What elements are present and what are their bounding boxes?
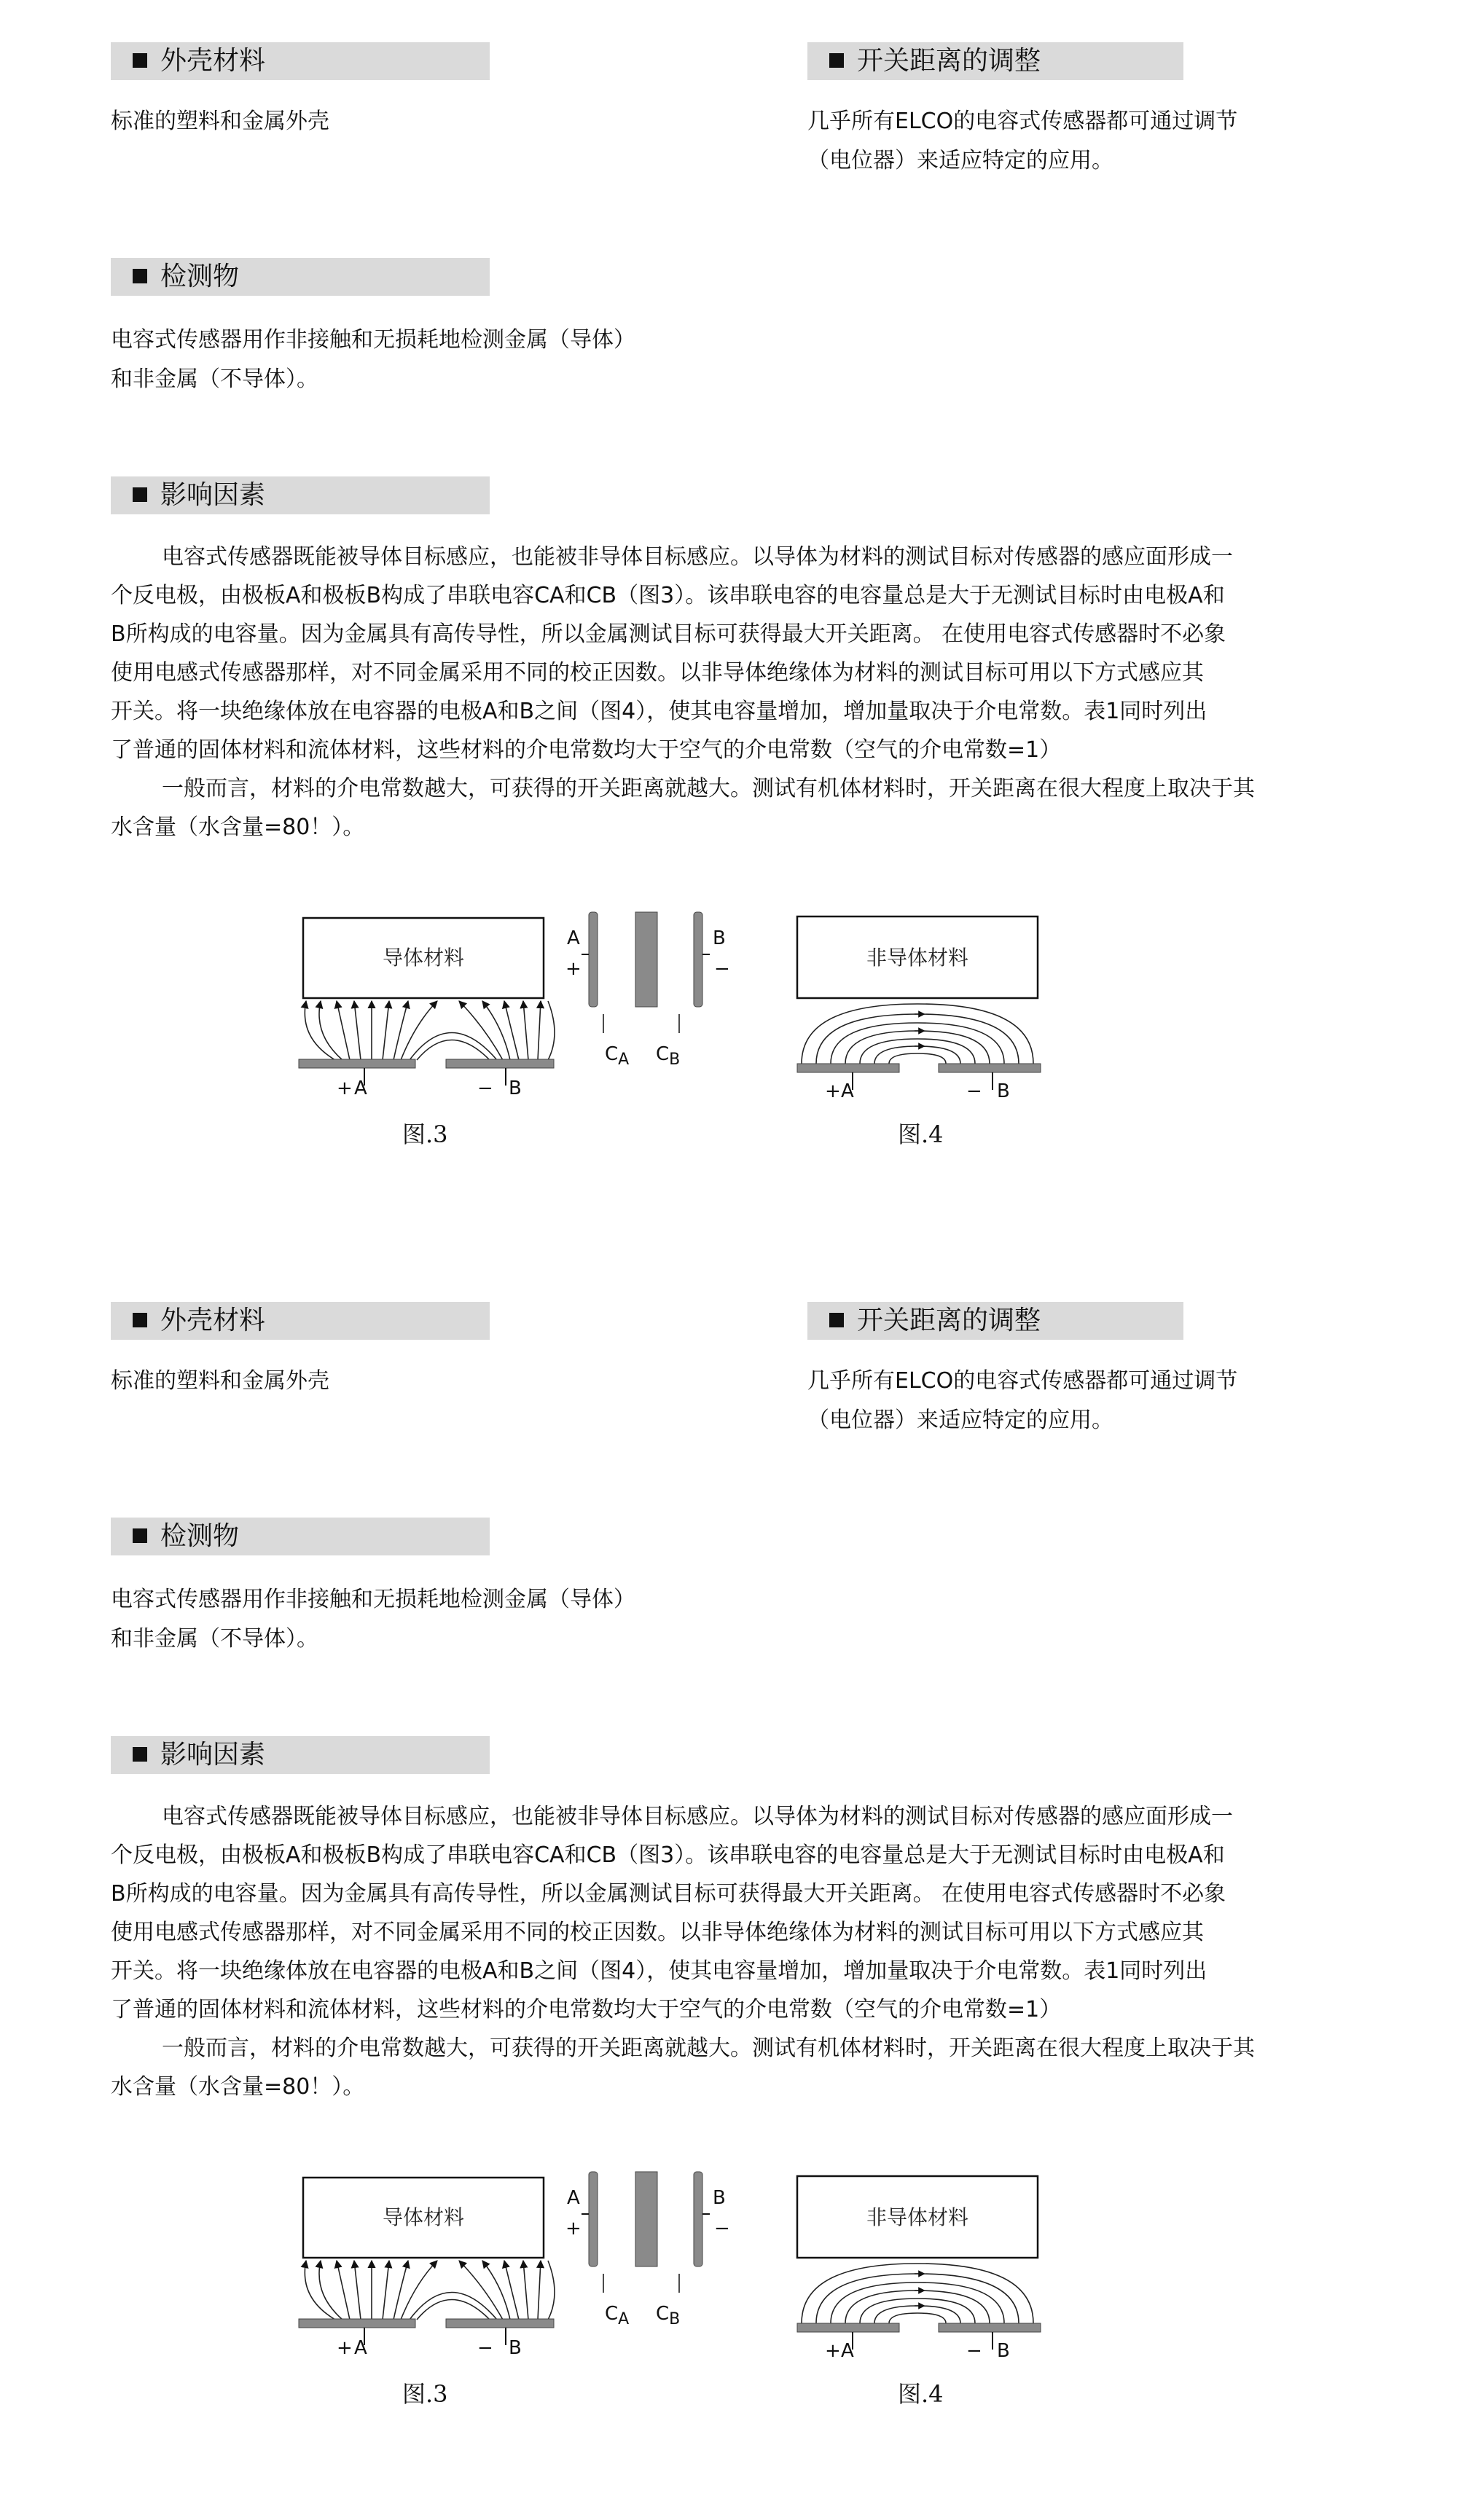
- svg-text:+: +: [825, 2340, 841, 2361]
- capacitor-plate-b: [694, 912, 702, 1007]
- square-bullet-icon: [133, 1747, 147, 1762]
- capacitor-plate-a: [589, 2172, 598, 2266]
- electrode-a-plate: [299, 1059, 415, 1068]
- target-text: 电容式传感器用作非接触和无损耗地检测金属（导体） 和非金属（不导体）。: [111, 327, 635, 392]
- figure-3-caption: 图.3: [402, 2380, 448, 2408]
- svg-text:+: +: [565, 2218, 582, 2240]
- cb-label: $C_B$: [656, 2303, 681, 2328]
- nonconductor-label: 非导体材料: [866, 946, 969, 970]
- adjust-text: 几乎所有ELCO的电容式传感器都可通过调节 （电位器）来适应特定的应用。: [807, 1368, 1238, 1433]
- section-header-adjust: 开关距离的调整: [807, 42, 1183, 80]
- ca-label: $C_A$: [605, 1043, 630, 1069]
- section-header-housing: 外壳材料: [111, 42, 490, 80]
- svg-text:B: B: [509, 2337, 522, 2359]
- square-bullet-icon: [133, 1313, 147, 1327]
- housing-text: 标准的塑料和金属外壳: [111, 1368, 329, 1394]
- cb-label: $C_B$: [656, 1043, 681, 1069]
- section-header-adjust: 开关距离的调整: [807, 1302, 1183, 1340]
- capacitor-plate-b: [694, 2172, 702, 2266]
- svg-text:−: −: [966, 2340, 982, 2361]
- square-bullet-icon: [133, 53, 147, 68]
- svg-text:B: B: [713, 2187, 726, 2209]
- content-block: [0, 1260, 1472, 2520]
- svg-text:+: +: [337, 1078, 353, 1099]
- section-header-factors: 影响因素: [111, 476, 490, 514]
- svg-text:B: B: [997, 1080, 1010, 1102]
- electrode-b-plate: [446, 1059, 554, 1068]
- svg-text:+: +: [337, 2337, 353, 2359]
- conductor-label: 导体材料: [382, 946, 465, 970]
- figure-3-caption: 图.3: [402, 1120, 448, 1148]
- svg-text:−: −: [477, 2337, 493, 2359]
- figure-4-caption: 图.4: [898, 2380, 944, 2408]
- svg-text:B: B: [997, 2340, 1010, 2361]
- section-header-housing: 外壳材料: [111, 1302, 490, 1340]
- svg-text:A: A: [354, 1078, 367, 1099]
- figure-3-diagram: [291, 903, 772, 1107]
- svg-text:B: B: [509, 1078, 522, 1099]
- svg-text:A: A: [841, 1080, 854, 1102]
- electrode-a-plate: [797, 1064, 899, 1072]
- svg-text:A: A: [567, 927, 580, 949]
- electrode-a-plate: [299, 2319, 415, 2328]
- conductor-label: 导体材料: [382, 2205, 465, 2229]
- figure-4-caption: 图.4: [898, 1120, 944, 1148]
- field-lines: [305, 2261, 555, 2320]
- section-header-target: 检测物: [111, 258, 490, 296]
- capacitor-dielectric: [635, 2172, 657, 2266]
- ca-label: $C_A$: [605, 2303, 630, 2328]
- svg-text:+: +: [565, 958, 582, 980]
- square-bullet-icon: [133, 1528, 147, 1543]
- adjust-text: 几乎所有ELCO的电容式传感器都可通过调节 （电位器）来适应特定的应用。: [807, 109, 1238, 173]
- svg-text:+: +: [825, 1080, 841, 1102]
- electrode-b-plate: [939, 1064, 1041, 1072]
- section-header-factors: 影响因素: [111, 1736, 490, 1774]
- svg-text:A: A: [841, 2340, 854, 2361]
- capacitor-dielectric: [635, 912, 657, 1007]
- field-arcs: [802, 1004, 1033, 1064]
- housing-text: 标准的塑料和金属外壳: [111, 109, 329, 134]
- svg-text:−: −: [714, 958, 730, 980]
- figure-3-diagram: [291, 2163, 772, 2367]
- square-bullet-icon: [829, 53, 844, 68]
- section-header-target: 检测物: [111, 1518, 490, 1555]
- electrode-b-plate: [939, 2323, 1041, 2332]
- figure-4-diagram: [787, 912, 1049, 1102]
- target-text: 电容式传感器用作非接触和无损耗地检测金属（导体） 和非金属（不导体）。: [111, 1587, 635, 1652]
- nonconductor-label: 非导体材料: [866, 2205, 969, 2229]
- capacitor-plate-a: [589, 912, 598, 1007]
- svg-text:−: −: [714, 2218, 730, 2240]
- square-bullet-icon: [133, 487, 147, 502]
- svg-text:A: A: [354, 2337, 367, 2359]
- svg-text:−: −: [477, 1078, 493, 1099]
- field-arcs: [802, 2264, 1033, 2323]
- square-bullet-icon: [829, 1313, 844, 1327]
- svg-text:B: B: [713, 927, 726, 949]
- svg-text:−: −: [966, 1080, 982, 1102]
- electrode-a-plate: [797, 2323, 899, 2332]
- factors-paragraph: 电容式传感器既能被导体目标感应，也能被非导体目标感应。以导体为材料的测试目标对传感器的感应面形成一 个反电极，由极板A和极板B构成了串联电容CA和CB（图3）。该串联电容的电容量总是大于无测试目标时由电极A和 B所构成的电容量。因为金属具有高传导性，所以金属测试目标可获得最大开关距离。 在使用电容式传感器时不必象 使用电感式传感器那样，对不同金属采用不同的校正因数。以非导体绝缘体为材料的测试目标可用以下方式感应其 开关。将一块绝缘体放在电容器的电极A和B之间（图4），使其电容量增加，增加量取决于介电常数。表1同时列出 了普通的固体材料和流体材料，这些材料的介电常数均大于空气的介电常数（空气的介电常数=1） 一般而言，材料的介电常数越大，可获得的开关距离就越大。测试有机体材料时，开关距离在很大程度上取决于其 水含量（水含量=80！）。: [111, 544, 1255, 840]
- svg-text:A: A: [567, 2187, 580, 2209]
- square-bullet-icon: [133, 269, 147, 283]
- figure-4-diagram: [787, 2172, 1049, 2361]
- electrode-b-plate: [446, 2319, 554, 2328]
- factors-paragraph: 电容式传感器既能被导体目标感应，也能被非导体目标感应。以导体为材料的测试目标对传感器的感应面形成一 个反电极，由极板A和极板B构成了串联电容CA和CB（图3）。该串联电容的电容量总是大于无测试目标时由电极A和 B所构成的电容量。因为金属具有高传导性，所以金属测试目标可获得最大开关距离。 在使用电容式传感器时不必象 使用电感式传感器那样，对不同金属采用不同的校正因数。以非导体绝缘体为材料的测试目标可用以下方式感应其 开关。将一块绝缘体放在电容器的电极A和B之间（图4），使其电容量增加，增加量取决于介电常数。表1同时列出 了普通的固体材料和流体材料，这些材料的介电常数均大于空气的介电常数（空气的介电常数=1） 一般而言，材料的介电常数越大，可获得的开关距离就越大。测试有机体材料时，开关距离在很大程度上取决于其 水含量（水含量=80！）。: [111, 1804, 1255, 2100]
- field-lines: [305, 1001, 555, 1060]
